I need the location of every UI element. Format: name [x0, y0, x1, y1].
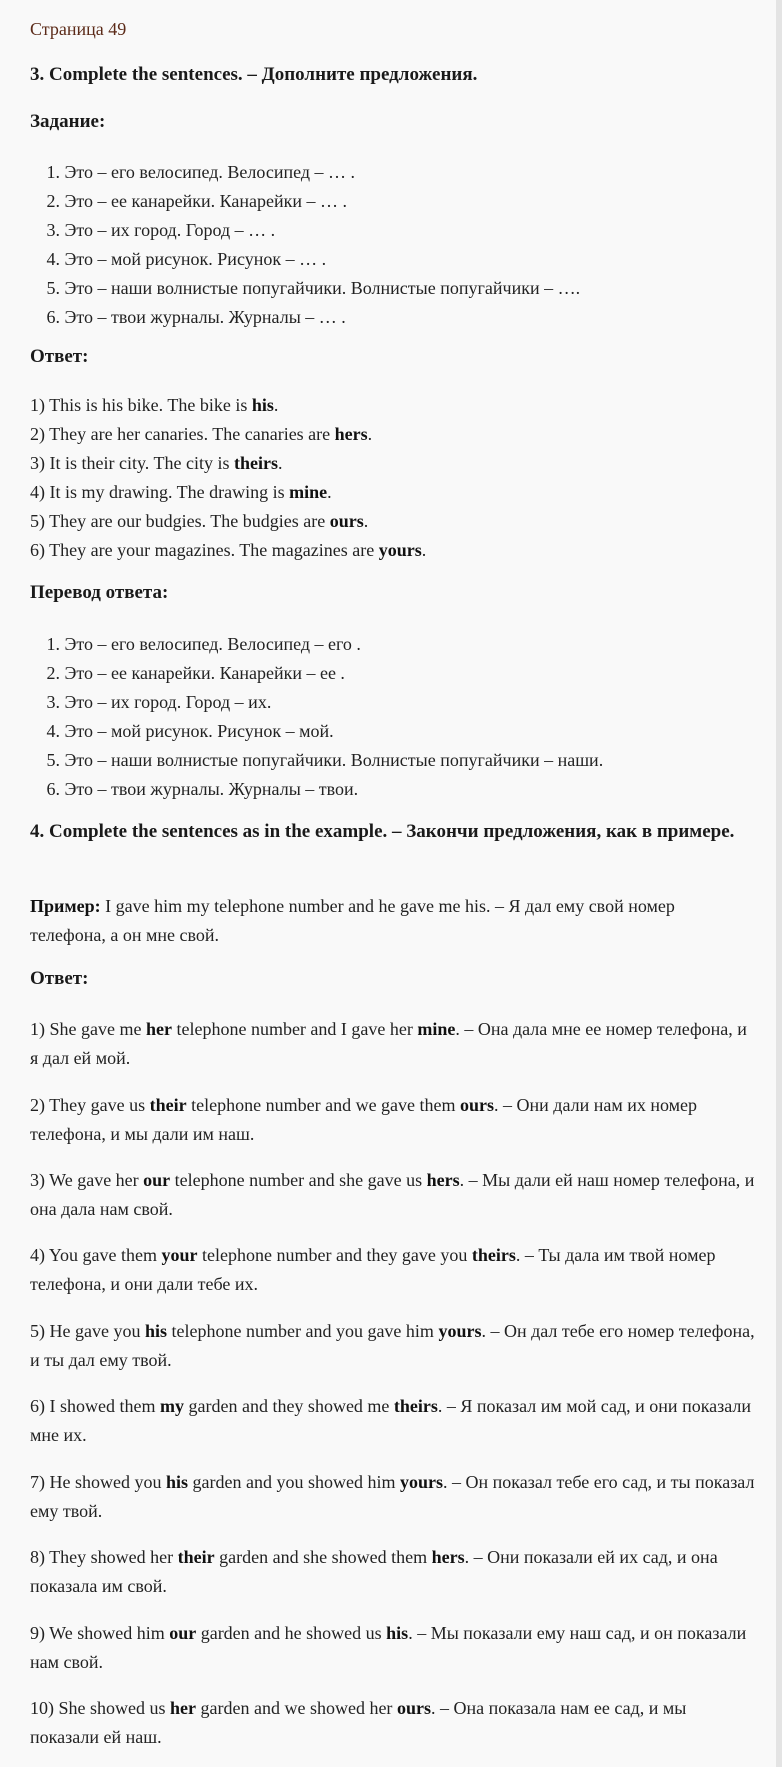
list-item: 3) It is their city. The city is theirs.	[30, 453, 283, 473]
answer-label: Ответ:	[30, 968, 89, 989]
list-item: 6) They are your magazines. The magazines are yours.	[30, 540, 427, 560]
answer-paragraph: 1) She gave me her telephone number and I gave her mine. – Она дала мне ее номер телефона, и я дал ей мой.	[30, 1019, 747, 1068]
list-item: 1) This is his bike. The bike is his.	[30, 395, 279, 415]
translation-list	[30, 630, 603, 804]
answer-paragraph: 8) They showed her their garden and she showed them hers. – Они показали ей их сад, и она показала им свой.	[30, 1547, 718, 1596]
list-item: 5. Это – наши волнистые попугайчики. Волнистые попугайчики – ….	[46, 278, 581, 298]
answer-paragraph: 10) She showed us her garden and we showed her ours. – Она показала нам ее сад, и мы показали ей наш.	[30, 1698, 687, 1747]
list-item: 5. Это – наши волнистые попугайчики. Волнистые попугайчики – наши.	[46, 750, 604, 770]
list-item: 2. Это – ее канарейки. Канарейки – … .	[46, 191, 347, 211]
exercise-3-title: 3. Complete the sentences. – Дополните предложения.	[30, 64, 478, 85]
translation-label: Перевод ответа:	[30, 582, 169, 603]
answer-paragraph: 4) You gave them your telephone number and they gave you theirs. – Ты дала им твой номер телефона, и они дали тебе их.	[30, 1245, 716, 1294]
task-label: Задание:	[30, 111, 106, 132]
example-paragraph: Пример: I gave him my telephone number and he gave me his. – Я дал ему свой номер телефона, а он мне свой.	[30, 896, 675, 945]
answer-paragraph: 2) They gave us their telephone number and we gave them ours. – Они дали нам их номер телефона, и мы дали им наш.	[30, 1095, 698, 1144]
list-item: 6. Это – твои журналы. Журналы – твои.	[46, 779, 359, 799]
answer-paragraph: 7) He showed you his garden and you showed him yours. – Он показал тебе его сад, и ты показал ему твой.	[30, 1472, 755, 1521]
list-item: 2. Это – ее канарейки. Канарейки – ее .	[46, 663, 345, 683]
task-list	[30, 158, 580, 332]
list-item: 2) They are her canaries. The canaries are hers.	[30, 424, 373, 444]
answer-paragraph: 9) We showed him our garden and he showed us his. – Мы показали ему наш сад, и он показали нам свой.	[30, 1623, 747, 1672]
answer-label: Ответ:	[30, 346, 89, 367]
exercise-4-title: 4. Complete the sentences as in the example. – Закончи предложения, как в примере.	[30, 821, 735, 842]
answer-list	[30, 391, 426, 565]
page-right-border	[776, 0, 782, 1767]
list-item: 4) It is my drawing. The drawing is mine.	[30, 482, 332, 502]
answer-paragraph: 3) We gave her our telephone number and she gave us hers. – Мы дали ей наш номер телефона, и она дала нам свой.	[30, 1170, 755, 1219]
list-item: 5) They are our budgies. The budgies are ours.	[30, 511, 369, 531]
answer-paragraph: 5) He gave you his telephone number and you gave him yours. – Он дал тебе его номер телефона, и ты дал ему твой.	[30, 1321, 755, 1370]
list-item: 3. Это – их город. Город – их.	[46, 692, 272, 712]
list-item: 3. Это – их город. Город – … .	[46, 220, 276, 240]
list-item: 1. Это – его велосипед. Велосипед – … .	[46, 162, 356, 182]
answer-paragraph: 6) I showed them my garden and they showed me theirs. – Я показал им мой сад, и они показали мне их.	[30, 1396, 752, 1445]
page-number-label: Страница 49	[30, 19, 127, 39]
list-item: 6. Это – твои журналы. Журналы – … .	[46, 307, 346, 327]
list-item: 4. Это – мой рисунок. Рисунок – … .	[46, 249, 327, 269]
example-label: Пример:	[30, 896, 101, 916]
list-item: 1. Это – его велосипед. Велосипед – его .	[46, 634, 361, 654]
list-item: 4. Это – мой рисунок. Рисунок – мой.	[46, 721, 334, 741]
